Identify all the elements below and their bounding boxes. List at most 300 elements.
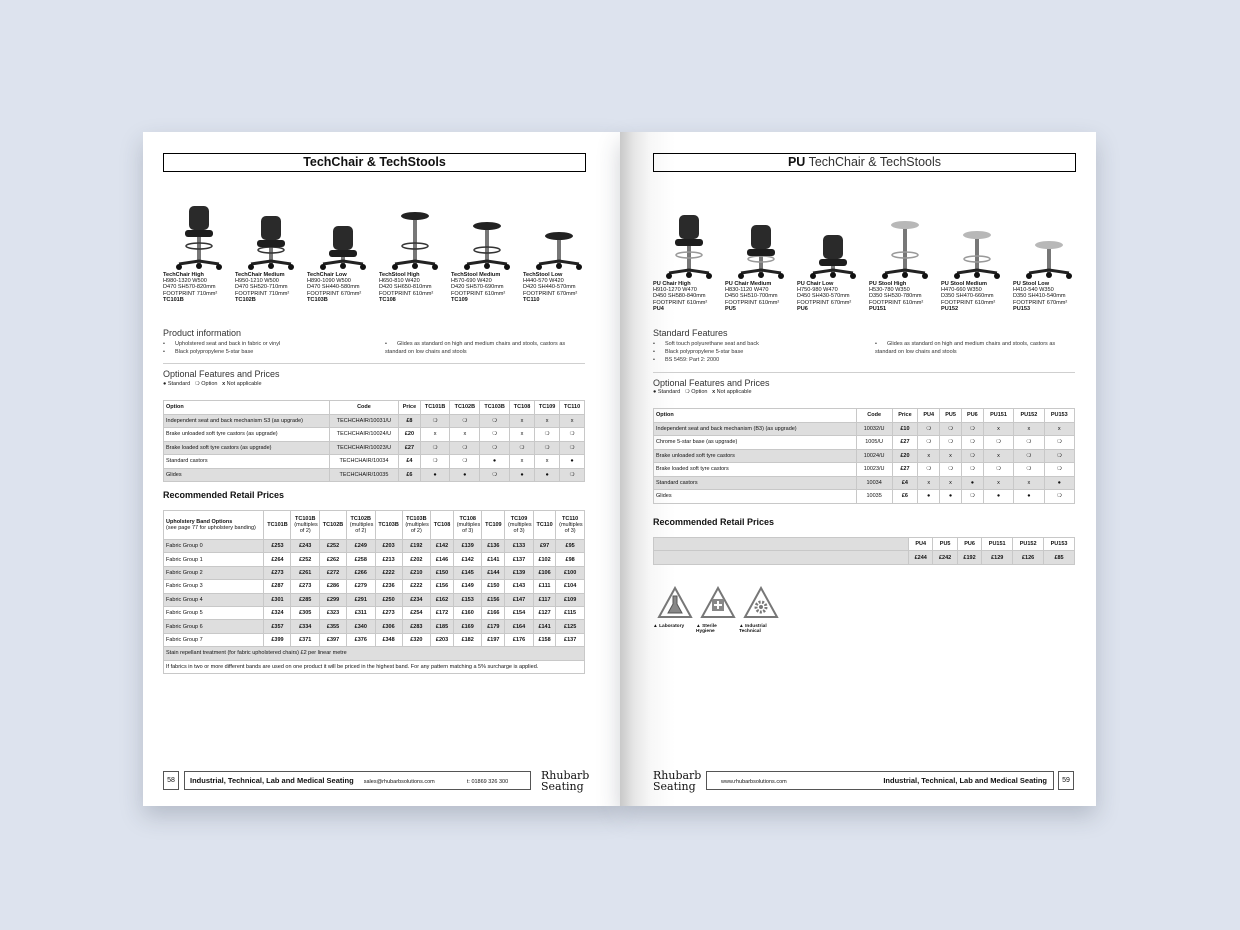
product-footprint: FOOTPRINT 670mm²: [307, 290, 362, 297]
product-name: PU Stool Low: [1013, 281, 1050, 287]
laboratory-flask-icon: [657, 586, 693, 620]
table-cell: £258: [347, 553, 376, 566]
footer-phone: t: 01869 326 300: [466, 779, 509, 785]
table-cell: £176: [505, 633, 534, 646]
option-icon: ❍: [983, 463, 1013, 477]
product-dims: D420 SH650-810mm: [379, 284, 432, 291]
option-icon: ❍: [194, 381, 200, 387]
table-row: [164, 620, 585, 633]
table-cell: £213: [375, 553, 402, 566]
product-dims: H470-660 W350: [941, 287, 982, 294]
not-applicable-icon: x: [535, 414, 560, 428]
rrp-table: [163, 510, 585, 674]
table-cell: TECHCHAIR/10023/U: [329, 441, 398, 455]
table-cell: £137: [505, 553, 534, 566]
option-icon: ❍: [961, 422, 983, 436]
table-cell: £10: [892, 422, 918, 436]
footer-email[interactable]: sales@rhubarbsolutions.com: [363, 779, 435, 785]
table-cell: £144: [482, 566, 505, 579]
option-icon: ❍: [961, 463, 983, 477]
product-caption: [869, 281, 941, 312]
table-cell: £234: [402, 593, 431, 606]
standard-icon: ●: [983, 490, 1013, 504]
standard-icon: ●: [480, 455, 510, 469]
column-header: TC101B: [420, 401, 450, 415]
table-row: [164, 455, 585, 469]
page-title: PU TechChair & TechStools: [653, 153, 1076, 172]
table-cell: £371: [291, 633, 320, 646]
table-cell: Fabric Group 0: [164, 540, 264, 553]
table-row: [654, 463, 1075, 477]
option-icon: ❍: [535, 428, 560, 442]
product-dims: D350 SH410-540mm: [1013, 293, 1066, 300]
table-cell: £150: [431, 566, 454, 579]
column-header: TC101B (multiples of 2): [291, 511, 320, 540]
table-cell: £97: [533, 540, 555, 553]
footer-url[interactable]: www.rhubarbsolutions.com: [721, 779, 787, 785]
table-cell: Chrome 5-star base (as upgrade): [654, 436, 857, 450]
table-cell: Standard castors: [654, 476, 857, 490]
table-cell: £320: [402, 633, 431, 646]
sterile-hygiene-icon: [700, 586, 736, 620]
product-code: PU5: [725, 305, 736, 312]
bullet-item: • Glides as standard on high and medium chairs and stools, castors as standard on low chairs and stools: [875, 340, 1075, 356]
product-caption: [235, 272, 307, 303]
table-cell: Fabric Group 1: [164, 553, 264, 566]
product-code: TC110: [523, 296, 540, 303]
product-caption: [653, 281, 725, 312]
table-cell: £273: [264, 566, 291, 579]
table-cell: £139: [453, 540, 482, 553]
table-cell: [654, 538, 909, 551]
option-icon: ❍: [560, 441, 585, 455]
table-cell: Brake loaded soft tyre castors: [654, 463, 857, 477]
product-code: TC108: [379, 296, 396, 303]
product-footprint: FOOTPRINT 610mm²: [725, 299, 780, 306]
stool-low-icon: [523, 192, 595, 272]
product-dims: H410-540 W350: [1013, 287, 1054, 294]
standard-icon: ●: [560, 455, 585, 469]
table-cell: £299: [320, 593, 347, 606]
product-code: PU151: [869, 305, 887, 312]
table-row: [654, 551, 1075, 564]
standard-icon: ●: [420, 468, 450, 482]
product-item: [1013, 201, 1085, 312]
option-icon: ❍: [560, 428, 585, 442]
option-icon: ❍: [509, 441, 534, 455]
product-item: [941, 201, 1013, 312]
product-footprint: FOOTPRINT 710mm²: [163, 290, 218, 297]
product-dims: H440-570 W420: [523, 278, 564, 285]
table-cell: £222: [402, 580, 431, 593]
not-applicable-icon: x: [535, 455, 560, 469]
table-cell: £98: [556, 553, 585, 566]
standard-icon: ●: [1014, 490, 1044, 504]
option-icon: ❍: [918, 422, 940, 436]
table-cell: £139: [505, 566, 534, 579]
table-cell: £146: [431, 553, 454, 566]
product-name: TechChair High: [163, 272, 204, 278]
table-cell: £222: [375, 566, 402, 579]
optional-features-heading: Optional Features and Prices: [163, 369, 280, 379]
not-applicable-icon: x: [918, 449, 940, 463]
product-footprint: FOOTPRINT 610mm²: [379, 290, 434, 297]
table-cell: £266: [347, 566, 376, 579]
table-header-row: [164, 401, 585, 415]
option-icon: ❍: [420, 414, 450, 428]
product-name: TechChair Low: [307, 272, 347, 278]
table-cell: TECHCHAIR/10034: [329, 455, 398, 469]
table-cell: £192: [957, 551, 981, 564]
table-row: [164, 441, 585, 455]
optional-features-heading: Optional Features and Prices: [653, 378, 770, 388]
table-cell: £305: [291, 606, 320, 619]
table-cell: £141: [482, 553, 505, 566]
table-cell: £27: [892, 436, 918, 450]
rrp-table: [653, 537, 1075, 565]
column-header: TC108: [431, 511, 454, 540]
standard-icon: ●: [509, 468, 534, 482]
standard-icon: ●: [918, 490, 940, 504]
product-dims: D420 SH570-690mm: [451, 284, 504, 291]
table-row: [654, 436, 1075, 450]
pu-stool-low-icon: [1013, 201, 1085, 281]
product-caption: [1013, 281, 1085, 312]
not-applicable-icon: x: [1014, 422, 1044, 436]
table-cell: £6: [399, 468, 421, 482]
table-cell: £106: [533, 566, 555, 579]
product-item: [523, 192, 595, 303]
table-row: [164, 540, 585, 553]
table-cell: £301: [264, 593, 291, 606]
table-cell: £117: [533, 593, 555, 606]
stool-high-icon: [379, 192, 451, 272]
not-applicable-icon: x: [918, 476, 940, 490]
table-cell: £149: [453, 580, 482, 593]
table-cell: £150: [482, 580, 505, 593]
application-item: [653, 586, 696, 634]
symbol-legend: ● Standard ❍ Option x Not applicable: [653, 389, 752, 395]
pu-stool-medium-icon: [941, 201, 1013, 281]
chair-medium-icon: [235, 192, 307, 272]
table-cell: 10024/U: [856, 449, 892, 463]
table-cell: Brake unloaded soft tyre castors (as upgrade): [164, 428, 330, 442]
table-cell: £348: [375, 633, 402, 646]
option-icon: ❍: [940, 463, 962, 477]
column-header: TC103B: [480, 401, 510, 415]
product-name: TechChair Medium: [235, 272, 285, 278]
product-dims: H830-1120 W470: [725, 287, 769, 294]
table-cell: £20: [399, 428, 421, 442]
table-cell: £182: [453, 633, 482, 646]
table-cell: £273: [375, 606, 402, 619]
table-cell: £279: [347, 580, 376, 593]
product-name: TechStool Medium: [451, 272, 501, 278]
table-cell: £185: [431, 620, 454, 633]
table-cell: £243: [291, 540, 320, 553]
product-caption: [163, 272, 235, 303]
product-footprint: FOOTPRINT 610mm²: [653, 299, 708, 306]
table-cell: 10035: [856, 490, 892, 504]
product-caption: [725, 281, 797, 312]
table-cell: £27: [892, 463, 918, 477]
column-header: Option: [654, 409, 857, 423]
product-dims: D350 SH530-780mm: [869, 293, 922, 300]
not-applicable-icon: x: [940, 449, 962, 463]
table-cell: £210: [402, 566, 431, 579]
table-cell: TECHCHAIR/10031/U: [329, 414, 398, 428]
table-cell: £102: [533, 553, 555, 566]
table-cell: £306: [375, 620, 402, 633]
option-icon: ❍: [918, 463, 940, 477]
table-cell: £111: [533, 580, 555, 593]
table-cell: £145: [453, 566, 482, 579]
chair-high-icon: [163, 192, 235, 272]
table-cell: £156: [482, 593, 505, 606]
table-cell: £192: [402, 540, 431, 553]
table-cell: £272: [320, 566, 347, 579]
standard-features-bullets: [653, 340, 863, 364]
footer-bar: [184, 771, 531, 790]
column-header: Price: [399, 401, 421, 415]
table-row: [164, 566, 585, 579]
standard-features-bullets-right: [875, 340, 1075, 356]
table-cell: £273: [291, 580, 320, 593]
column-header: PU4: [918, 409, 940, 423]
product-caption: [307, 272, 379, 303]
bullet-item: • Upholstered seat and back in fabric or vinyl: [163, 340, 373, 348]
column-header: Code: [329, 401, 398, 415]
not-applicable-icon: x: [983, 422, 1013, 436]
product-caption: [523, 272, 595, 303]
table-cell: [654, 551, 909, 564]
table-note: Stain repellant treatment (for fabric upholstered chairs) £2 per linear metre: [164, 647, 585, 660]
table-cell: £153: [453, 593, 482, 606]
option-icon: ❍: [1014, 449, 1044, 463]
table-cell: £95: [556, 540, 585, 553]
product-footprint: FOOTPRINT 710mm²: [235, 290, 290, 297]
table-cell: Glides: [164, 468, 330, 482]
standard-icon: ●: [940, 490, 962, 504]
table-cell: £100: [556, 566, 585, 579]
table-cell: £20: [892, 449, 918, 463]
product-info-bullets: [163, 340, 373, 356]
application-item: [739, 586, 782, 634]
product-item: [653, 201, 725, 312]
table-row: [164, 606, 585, 619]
column-header: TC101B: [264, 511, 291, 540]
table-row: [164, 468, 585, 482]
table-cell: Fabric Group 4: [164, 593, 264, 606]
option-icon: ❍: [983, 436, 1013, 450]
column-header: PU151: [982, 538, 1013, 551]
option-icon: ❍: [420, 441, 450, 455]
pu-stool-high-icon: [869, 201, 941, 281]
table-row: [164, 580, 585, 593]
rrp-heading: Recommended Retail Prices: [653, 517, 775, 527]
catalog-page-left: [143, 132, 620, 806]
product-dims: D420 SH440-570mm: [523, 284, 576, 291]
option-icon: ❍: [450, 414, 480, 428]
table-cell: £311: [347, 606, 376, 619]
footer-title: Industrial, Technical, Lab and Medical Seating: [190, 776, 354, 785]
not-applicable-icon: x: [1044, 422, 1074, 436]
table-cell: £27: [399, 441, 421, 455]
divider: [653, 372, 1075, 373]
table-row: [164, 647, 585, 660]
option-icon: ❍: [1044, 436, 1074, 450]
options-table: [653, 408, 1075, 504]
product-caption: [451, 272, 523, 303]
column-header: Price: [892, 409, 918, 423]
product-dims: D450 SH430-570mm: [797, 293, 850, 300]
column-header: PU5: [940, 409, 962, 423]
product-name: PU Chair Medium: [725, 281, 772, 287]
table-header-row: [164, 511, 585, 540]
table-cell: £197: [482, 633, 505, 646]
footer-title: Industrial, Technical, Lab and Medical Seating: [883, 776, 1047, 785]
not-applicable-icon: x: [509, 455, 534, 469]
table-cell: £169: [453, 620, 482, 633]
table-row: [164, 428, 585, 442]
option-icon: ❍: [961, 490, 983, 504]
page-title: TechChair & TechStools: [163, 153, 586, 172]
product-dims: H980-1320 W500: [163, 278, 207, 285]
product-caption: [797, 281, 869, 312]
table-cell: £137: [556, 633, 585, 646]
pu-chair-medium-icon: [725, 201, 797, 281]
table-cell: Glides: [654, 490, 857, 504]
option-icon: ❍: [535, 441, 560, 455]
not-applicable-icon: x: [509, 414, 534, 428]
rhubarb-logo: Rhubarb Seating: [653, 769, 702, 793]
product-row: [653, 201, 1085, 312]
table-cell: £286: [320, 580, 347, 593]
column-header: PU152: [1014, 409, 1044, 423]
table-cell: £254: [402, 606, 431, 619]
option-icon: ❍: [450, 455, 480, 469]
product-item: [307, 192, 379, 303]
standard-features-heading: Standard Features: [653, 328, 728, 338]
not-applicable-icon: x: [420, 428, 450, 442]
column-header: TC103B (multiples of 2): [402, 511, 431, 540]
table-cell: £8: [399, 414, 421, 428]
product-dims: D450 SH510-700mm: [725, 293, 778, 300]
column-header: TC109 (multiples of 3): [505, 511, 534, 540]
table-header-row: [654, 409, 1075, 423]
product-item: [235, 192, 307, 303]
table-cell: £133: [505, 540, 534, 553]
product-dims: D470 SH520-710mm: [235, 284, 288, 291]
option-icon: ❍: [450, 441, 480, 455]
standard-icon: ●: [653, 389, 657, 395]
option-icon: ❍: [480, 428, 510, 442]
table-row: [164, 553, 585, 566]
table-cell: £4: [892, 476, 918, 490]
column-header: TC109: [482, 511, 505, 540]
table-row: [654, 490, 1075, 504]
bullet-item: • Black polypropylene 5-star base: [653, 348, 863, 356]
not-applicable-icon: x: [450, 428, 480, 442]
product-name: PU Chair High: [653, 281, 691, 287]
option-icon: ❍: [918, 436, 940, 450]
product-dims: H890-1090 W500: [307, 278, 351, 285]
product-caption: [379, 272, 451, 303]
table-cell: £376: [347, 633, 376, 646]
table-cell: £285: [291, 593, 320, 606]
column-header: PU151: [983, 409, 1013, 423]
table-cell: £250: [375, 593, 402, 606]
table-cell: £172: [431, 606, 454, 619]
table-row: [164, 593, 585, 606]
table-cell: £244: [909, 551, 933, 564]
product-dims: D470 SH570-820mm: [163, 284, 216, 291]
column-header: PU153: [1044, 538, 1075, 551]
not-applicable-icon: x: [940, 476, 962, 490]
product-dims: H950-1210 W500: [235, 278, 279, 285]
application-label: ▲ Sterile Hygiene: [696, 624, 717, 634]
table-cell: £252: [291, 553, 320, 566]
table-cell: £142: [453, 553, 482, 566]
table-cell: £156: [431, 580, 454, 593]
option-icon: ❍: [961, 436, 983, 450]
table-cell: Brake unloaded soft tyre castors: [654, 449, 857, 463]
product-item: [725, 201, 797, 312]
table-cell: £166: [482, 606, 505, 619]
bullet-item: • Soft touch polyurethane seat and back: [653, 340, 863, 348]
table-cell: £115: [556, 606, 585, 619]
table-cell: £104: [556, 580, 585, 593]
column-header: Code: [856, 409, 892, 423]
table-cell: Independent seat and back mechanism (B3) (as upgrade): [654, 422, 857, 436]
table-cell: £85: [1044, 551, 1075, 564]
product-info-bullets-right: [385, 340, 585, 356]
option-icon: ❍: [1044, 449, 1074, 463]
application-icons: [653, 586, 782, 634]
divider: [163, 363, 585, 364]
table-cell: Standard castors: [164, 455, 330, 469]
table-cell: £162: [431, 593, 454, 606]
table-cell: £129: [982, 551, 1013, 564]
product-dims: H570-690 W420: [451, 278, 492, 285]
column-header: PU5: [933, 538, 957, 551]
product-footprint: FOOTPRINT 610mm²: [869, 299, 924, 306]
bullet-item: • BS 5459: Part 2: 2000: [653, 356, 863, 364]
column-header: TC102B: [320, 511, 347, 540]
table-cell: £160: [453, 606, 482, 619]
product-code: PU152: [941, 305, 959, 312]
product-item: [797, 201, 869, 312]
table-cell: £355: [320, 620, 347, 633]
table-cell: £252: [320, 540, 347, 553]
table-cell: TECHCHAIR/10035: [329, 468, 398, 482]
option-icon: ❍: [560, 468, 585, 482]
column-header: Option: [164, 401, 330, 415]
application-label: ▲ Industrial Technical: [739, 624, 767, 634]
column-header: TC109: [535, 401, 560, 415]
product-footprint: FOOTPRINT 670mm²: [1013, 299, 1068, 306]
option-icon: ❍: [684, 389, 690, 395]
table-cell: £242: [933, 551, 957, 564]
table-cell: £399: [264, 633, 291, 646]
table-cell: £323: [320, 606, 347, 619]
application-label: ▲ Laboratory: [653, 624, 685, 629]
table-cell: Fabric Group 7: [164, 633, 264, 646]
table-cell: £109: [556, 593, 585, 606]
standard-icon: ●: [450, 468, 480, 482]
table-cell: £334: [291, 620, 320, 633]
table-cell: Brake loaded soft tyre castors (as upgrade): [164, 441, 330, 455]
